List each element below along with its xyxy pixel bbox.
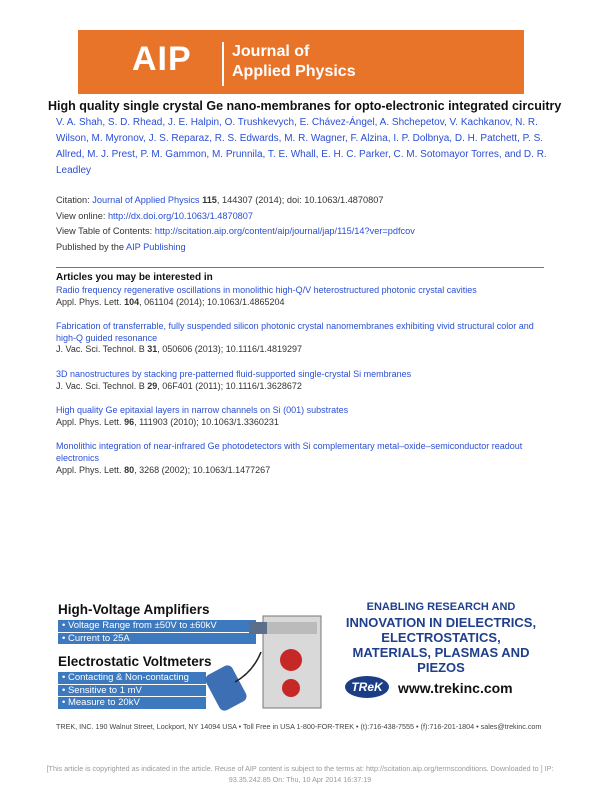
related-article — [56, 285, 546, 308]
citation-journal-link[interactable]: Journal of Applied Physics — [92, 195, 200, 205]
related-article-citation: J. Vac. Sci. Technol. B 31, 050606 (2013); 10.1116/1.4819297 — [56, 344, 303, 355]
journal-name-line1: Journal of — [232, 43, 310, 60]
ad-feature: • Current to 25A — [58, 633, 256, 645]
copyright-disclaimer: [This article is copyrighted as indicated in the article. Reuse of AIP content is subject to the terms at: http://scitation.aip.org/termsconditions. Downloaded to ] IP: 93.35.242.85 On: Thu, 10 Apr 2014 16:37:19 — [46, 764, 554, 784]
related-article — [56, 321, 546, 356]
citation-line: Citation: Journal of Applied Physics 115, 144307 (2014); doi: 10.1063/1.4870807 — [56, 195, 384, 205]
toc-line: View Table of Contents: http://scitation.aip.org/content/aip/journal/jap/115/14?ver=pdfcov — [56, 226, 415, 236]
related-article-link[interactable]: Radio frequency regenerative oscillations in monolithic high-Q/V heterostructured photonic crystal cavities — [56, 285, 477, 295]
doi-link[interactable]: http://dx.doi.org/10.1063/1.4870807 — [107, 210, 254, 221]
article-title: High quality single crystal Ge nano-membranes for opto-electronic integrated circuitry — [48, 99, 562, 113]
publisher-link[interactable]: AIP Publishing — [125, 241, 186, 252]
ad-tagline: ENABLING RESEARCH AND INNOVATION IN DIELECTRICS, ELECTROSTATICS, MATERIALS, PLASMAS AND PIEZOS — [345, 601, 537, 675]
related-article-citation: Appl. Phys. Lett. 96, 111903 (2010); 10.1063/1.3360231 — [56, 416, 279, 427]
related-article-citation: Appl. Phys. Lett. 104, 061104 (2014); 10.1063/1.4865204 — [56, 296, 285, 307]
related-article-link[interactable]: 3D nanostructures by stacking pre-patterned fluid-supported single-crystal Si membranes — [56, 368, 412, 379]
toc-link[interactable]: http://scitation.aip.org/content/aip/journal/jap/115/14?ver=pdfcov — [154, 226, 415, 236]
ad-contact-footer: TREK, INC. 190 Walnut Street, Lockport, NY 14094 USA • Toll Free in USA 1-800-FOR-TREK • (t):716-438-7555 • (f):716-201-1804 • sales@trekinc.com — [56, 722, 542, 731]
related-article — [56, 405, 546, 428]
ad-feature: • Voltage Range from ±50V to ±60kV — [58, 620, 256, 632]
aip-logo[interactable]: AIP — [132, 40, 192, 78]
related-heading: Articles you may be interested in — [56, 272, 213, 283]
journal-name-line2: Applied Physics — [232, 63, 356, 80]
ad-feature: • Sensitive to 1 mV — [58, 685, 206, 697]
publisher-line: Published by the AIP Publishing — [56, 241, 186, 252]
citation-volume: 115 — [202, 195, 217, 205]
voltmeter-instrument-image — [205, 612, 325, 712]
trek-website-link[interactable]: www.trekinc.com — [398, 680, 513, 696]
related-article-link[interactable]: Fabrication of transferrable, fully suspended silicon photonic crystal nanomembranes exhibiting vivid structural color and high-Q guided resonance — [56, 321, 534, 343]
related-article-citation: J. Vac. Sci. Technol. B 29, 06F401 (2011); 10.1116/1.3628672 — [56, 380, 302, 391]
view-online-line: View online: http://dx.doi.org/10.1063/1.4870807 — [56, 210, 254, 221]
banner-divider — [222, 42, 224, 86]
ad-feature: • Measure to 20kV — [58, 697, 206, 709]
section-divider — [56, 267, 544, 268]
related-articles — [56, 285, 546, 489]
trek-logo: TReK — [345, 676, 389, 698]
citation-block — [56, 193, 556, 255]
related-article-citation: Appl. Phys. Lett. 80, 3268 (2002); 10.1063/1.1477267 — [56, 464, 271, 475]
author-list[interactable]: V. A. Shah, S. D. Rhead, J. E. Halpin, O. Trushkevych, E. Chávez-Ángel, A. Shchepetov, V. Kachkanov, N. R. Wilson, M. Myronov, J. S. Reparaz, R. S. Edwards, M. R. Wagner, F. Alzina, I. P. Dolbnya, D. H. Patchett, P. S. Allred, M. J. Prest, P. M. Gammon, M. Prunnila, T. E. Whall, E. H. C. Parker, C. M. Sotomayor Torres, and D. R. Leadley — [56, 117, 547, 176]
related-article — [56, 441, 546, 476]
journal-name[interactable] — [232, 42, 356, 82]
ad-ev-features — [58, 672, 206, 710]
related-article-link[interactable]: High quality Ge epitaxial layers in narrow channels on Si (001) substrates — [56, 405, 349, 416]
related-article — [56, 369, 546, 392]
ad-ev-title: Electrostatic Voltmeters — [58, 654, 212, 669]
related-article-link[interactable]: Monolithic integration of near-infrared Ge photodetectors with Si complementary metal–oxide–semiconductor readout electronics — [56, 441, 523, 463]
ad-feature: • Contacting & Non-contacting — [58, 672, 206, 684]
ad-hv-title: High-Voltage Amplifiers — [58, 602, 210, 617]
